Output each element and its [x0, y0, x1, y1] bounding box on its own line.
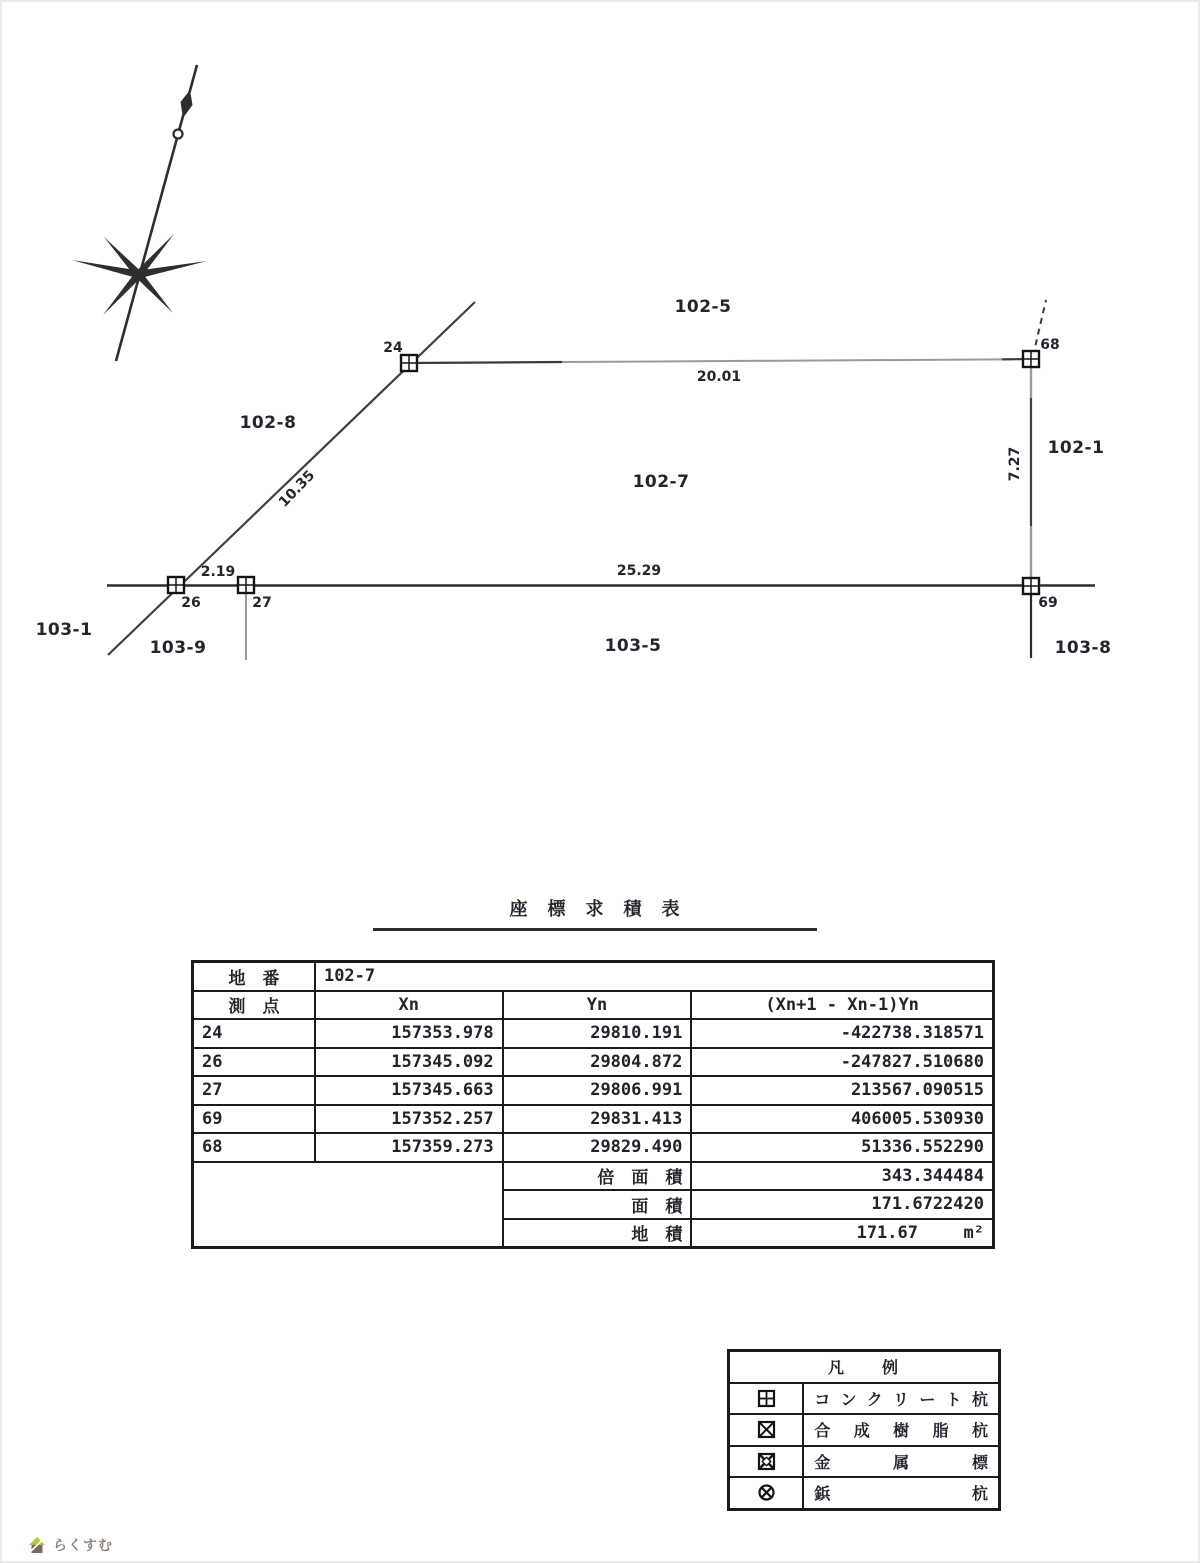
survey-point-marker-26	[168, 577, 184, 593]
legend-row-metal-marker	[729, 1446, 1000, 1478]
legend-table	[727, 1349, 1001, 1511]
area-value-cell: 171.6722420	[691, 1190, 993, 1219]
yn-cell: 29810.191	[503, 1019, 692, 1048]
product-cell: -422738.318571	[691, 1019, 993, 1048]
house-icon	[28, 1536, 46, 1554]
site-logo	[28, 1535, 113, 1555]
product-cell: 51336.552290	[691, 1133, 993, 1162]
yn-cell: 29829.490	[503, 1133, 692, 1162]
parcel-number-row	[193, 962, 994, 991]
distance-label-2-19: 2.19	[200, 564, 236, 580]
product-cell: 406005.530930	[691, 1105, 993, 1134]
product-cell: -247827.510680	[691, 1048, 993, 1077]
xn-cell: 157353.978	[315, 1019, 503, 1048]
area-label-cell: 面 積	[503, 1190, 692, 1219]
distance-label-20-01: 20.01	[696, 369, 742, 385]
point-cell: 69	[193, 1105, 315, 1134]
xn-cell: 157359.273	[315, 1133, 503, 1162]
point-label-27: 27	[252, 595, 272, 611]
product-cell: 213567.090515	[691, 1076, 993, 1105]
distance-label-10-35: 10.35	[275, 467, 319, 511]
summary-row-double-area	[193, 1162, 994, 1191]
parcel-label-102-1: 102-1	[1047, 438, 1105, 458]
parcel-label-103-8: 103-8	[1054, 638, 1112, 658]
point-label-68: 68	[1040, 337, 1060, 353]
parcel-number-cell: 102-7	[315, 962, 994, 991]
point-label-24: 24	[383, 340, 403, 356]
parcel-label-102-8: 102-8	[239, 413, 297, 433]
boundary-line-top-faint	[562, 359, 1002, 362]
concrete-pile-icon	[729, 1383, 804, 1415]
survey-point-marker-27	[238, 577, 254, 593]
yn-cell: 29804.872	[503, 1048, 692, 1077]
coordinate-area-table	[191, 960, 995, 1249]
site-logo-text: らくすむ	[53, 1538, 113, 1554]
table-row-point-69	[193, 1105, 994, 1134]
table-row-point-68	[193, 1133, 994, 1162]
product-header-cell: (Xn+1 - Xn-1)Yn	[691, 991, 993, 1020]
parcel-label-102-7: 102-7	[632, 472, 690, 492]
north-compass-icon	[72, 65, 207, 361]
parcel-label-103-5: 103-5	[604, 636, 662, 656]
legend-title: 凡 例	[729, 1351, 1000, 1383]
xn-cell: 157352.257	[315, 1105, 503, 1134]
area-table-title: 座 標 求 積 表	[373, 895, 817, 931]
legend-row-resin-pile	[729, 1414, 1000, 1446]
registered-area-value: 171.67	[856, 1222, 918, 1243]
rivet-pile-icon	[729, 1477, 804, 1509]
legend-label-rivet-pile: 鋲杭	[803, 1477, 999, 1509]
table-row-point-26	[193, 1048, 994, 1077]
distance-label-25-29: 25.29	[616, 563, 662, 579]
double-area-label-cell: 倍 面 積	[503, 1162, 692, 1191]
point-header-cell: 測 点	[193, 991, 315, 1020]
yn-cell: 29831.413	[503, 1105, 692, 1134]
table-row-point-24	[193, 1019, 994, 1048]
survey-point-marker-69	[1023, 578, 1039, 594]
xn-cell: 157345.092	[315, 1048, 503, 1077]
metal-marker-icon	[729, 1446, 804, 1478]
parcel-header-cell: 地 番	[193, 962, 315, 991]
xn-header-cell: Xn	[315, 991, 503, 1020]
point-cell: 68	[193, 1133, 315, 1162]
point-label-26: 26	[181, 595, 201, 611]
point-cell: 27	[193, 1076, 315, 1105]
survey-point-marker-24	[401, 355, 417, 371]
registered-area-unit: m²	[963, 1222, 984, 1243]
parcel-label-103-9: 103-9	[149, 638, 207, 658]
registered-area-label-cell: 地 積	[503, 1219, 692, 1248]
parcel-label-103-1: 103-1	[35, 620, 93, 640]
point-cell: 26	[193, 1048, 315, 1077]
legend-row-concrete-pile	[729, 1383, 1000, 1415]
survey-point-marker-68	[1023, 351, 1039, 367]
yn-cell: 29806.991	[503, 1076, 692, 1105]
legend-header-row	[729, 1351, 1000, 1383]
legend-label-concrete-pile: コンクリート杭	[803, 1383, 999, 1415]
column-header-row	[193, 991, 994, 1020]
point-cell: 24	[193, 1019, 315, 1048]
legend-label-metal-marker: 金属標	[803, 1446, 999, 1478]
distance-label-7-27: 7.27	[1007, 446, 1023, 482]
boundary-line-diagonal	[108, 302, 475, 655]
resin-pile-icon	[729, 1414, 804, 1446]
point-label-69: 69	[1038, 595, 1058, 611]
summary-empty-cell	[193, 1162, 503, 1248]
yn-header-cell: Yn	[503, 991, 692, 1020]
double-area-value-cell: 343.344484	[691, 1162, 993, 1191]
parcel-label-102-5: 102-5	[674, 297, 732, 317]
legend-label-resin-pile: 合成樹脂杭	[803, 1414, 999, 1446]
registered-area-value-cell	[691, 1219, 993, 1248]
legend-row-rivet-pile	[729, 1477, 1000, 1509]
xn-cell: 157345.663	[315, 1076, 503, 1105]
boundary-line-top-dark	[409, 362, 562, 363]
table-row-point-27	[193, 1076, 994, 1105]
